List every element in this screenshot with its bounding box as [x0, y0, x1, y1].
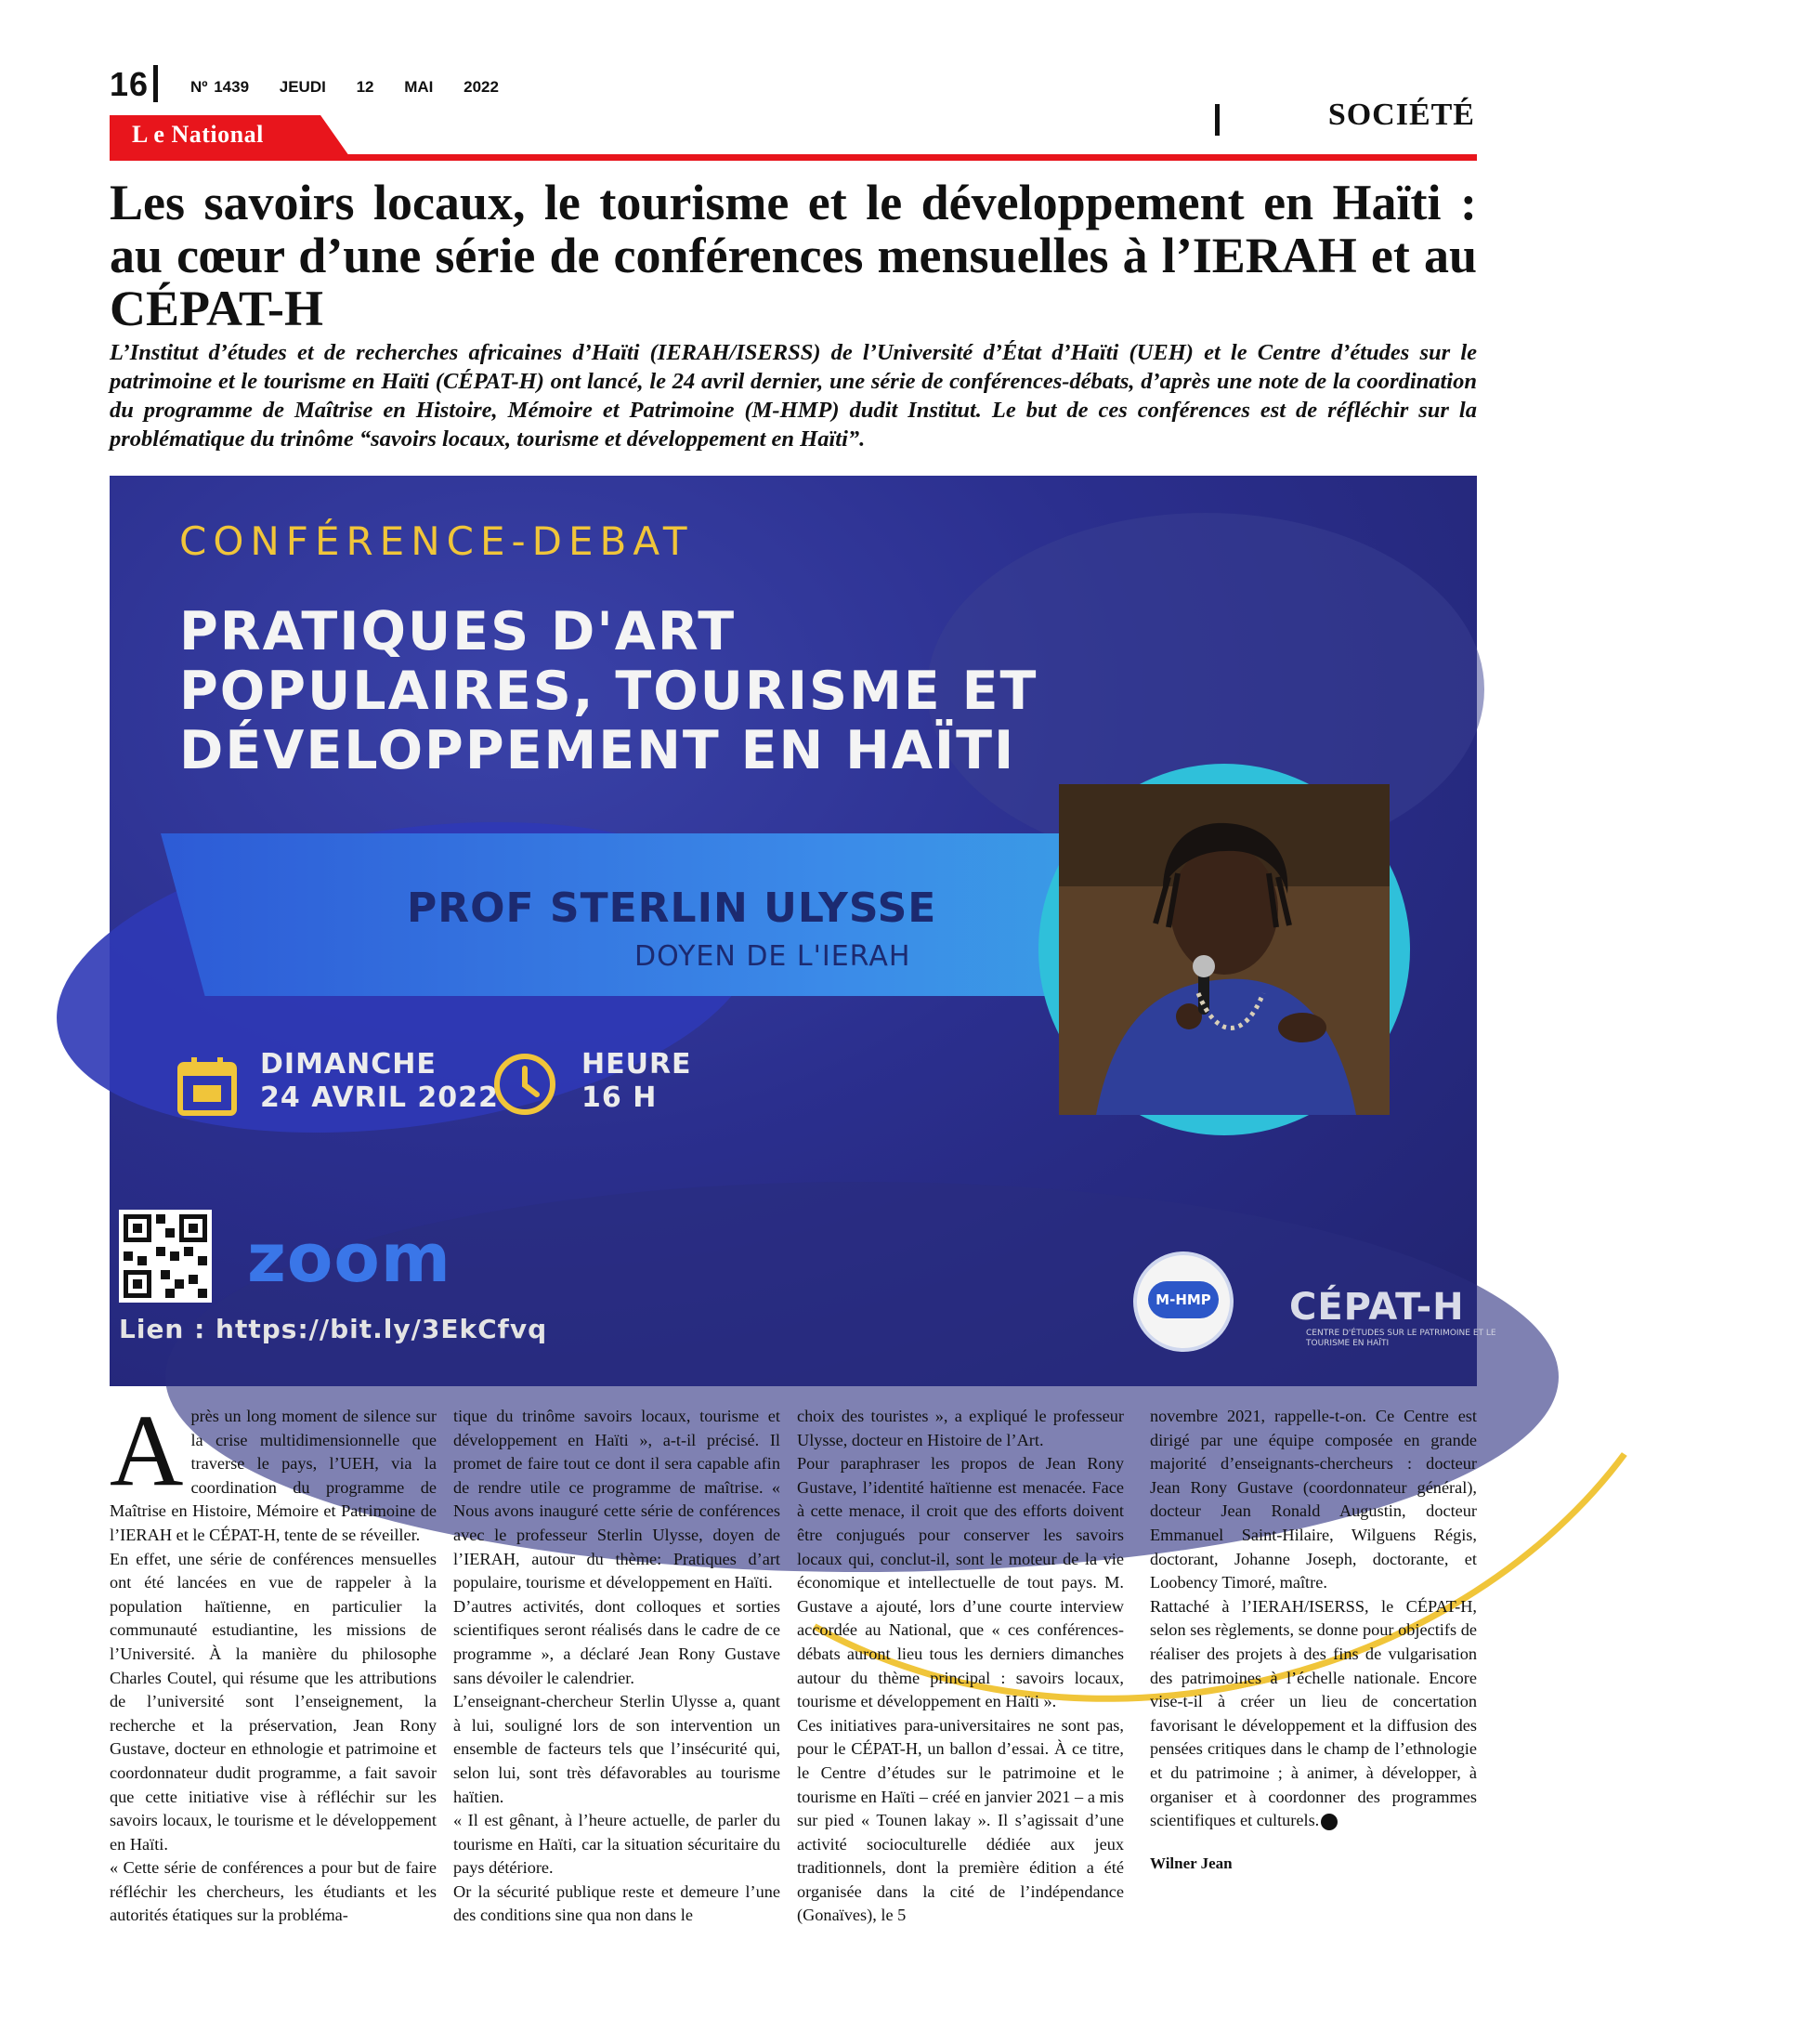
mhmp-logo — [1133, 1251, 1234, 1352]
qr-code-icon — [119, 1210, 212, 1303]
article-paragraph: Pour paraphraser les propos de Jean Rony Gustave, l’identité haïtienne est menacée. Face à cette menace, il croit que des efforts doivent être conjugués pour conserver les savoirs locaux qui, conclut-il, sont le moteur de la vie économique et intellectuelle de tout pays. M. Gustave a ajouté, lors d’une courte interview accordée au National, que « ces conférences-débats auront lieu tous les derniers dimanches autour du thème principal : savoirs locaux, tourisme et développement en Haïti ». — [797, 1454, 1124, 1711]
clock-icon — [490, 1050, 559, 1119]
article-paragraph-text: Rattaché à l’IERAH/ISERSS, le CÉPAT-H, selon ses règlements, se donne pour objectifs de réaliser des projets à des fins de vulgarisation des patrimoines à l’échelle nationale. Encore vise-t-il à créer un lieu de concertation favorisant le développement et la diffusion des pensées critiques dans le champ de l’ethnologie et du patrimoine ; à animer, à développer, à organiser et à coordonner des programmes scientifiques et culturels. — [1150, 1596, 1477, 1830]
issue-month: MAI — [404, 78, 434, 96]
article-paragraph: « Cette série de conférences a pour but de faire réfléchir les chercheurs, les étudiants et les autorités étatiques sur la probléma- — [110, 1858, 437, 1925]
speaker-role: DOYEN DE L'IERAH — [634, 940, 911, 973]
article-column-1 — [110, 1394, 437, 1928]
end-of-article-icon — [1321, 1814, 1338, 1830]
issue-year: 2022 — [464, 78, 499, 96]
poster-title-line: POPULAIRES, TOURISME ET — [179, 661, 1038, 722]
issue-weekday: JEUDI — [279, 78, 326, 96]
section-label: SOCIÉTÉ — [1327, 98, 1475, 132]
article-column-3 — [797, 1405, 1124, 1928]
article-paragraph: novembre 2021, rappelle-t-on. Ce Centre est dirigé par une équipe composée en grande majorité d’enseignants-chercheurs : docteur Jean Rony Gustave (coordonnateur général), docteur Jean Ronald Augustin, docteur Emmanuel Saint-Hilaire, Wilguens Régis, doctorant, Johanne Joseph, doctorante, et Loobency Timoré, maître. — [1150, 1407, 1477, 1592]
speaker-portrait — [1059, 784, 1390, 1115]
calendar-icon — [175, 1054, 240, 1119]
page-number: 16 — [110, 65, 150, 103]
mhmp-logo-text: M-HMP — [1148, 1281, 1219, 1318]
article-standfirst: L’Institut d’études et de recherches africaines d’Haïti (IERAH/ISERSS) de l’Université d’État d’Haïti (UEH) et le Centre d’études sur le patrimoine et le tourisme en Haïti (CÉPAT-H) ont lancé, le 24 avril dernier, une série de conférences-débats, d’après une note de la coordination du programme de Maîtrise en Histoire, Mémoire et Patrimoine (M-HMP) dudit Institut. Le but de ces conférences est de réfléchir sur la problématique du trinôme “savoirs locaux, tourisme et développement en Haïti”. — [110, 340, 1477, 452]
article-paragraph: tique du trinôme savoirs locaux, tourisme et développement en Haïti », a-t-il précisé. Il promet de faire tout ce dont il sera capable afin de rendre utile ce programme de maîtrise. « Nous avons inauguré cette série de conférences avec le professeur Sterlin Ulysse, doyen de l’IERAH, autour du thème: Pratiques d’art populaire, tourisme et développement en Haïti. — [453, 1407, 780, 1592]
article-paragraph: près un long moment de silence sur la crise multidimensionnelle que traverse le pays, l’UEH, via la coordination du programme de Maîtrise en Histoire, Mémoire et Patrimoine de l’IERAH et le CÉPAT-H, tente de se réveiller. — [110, 1407, 437, 1544]
poster-title — [179, 602, 1038, 780]
newspaper-name: L e National — [132, 121, 264, 148]
article-column-2 — [453, 1405, 780, 1928]
event-day — [260, 1048, 499, 1115]
issue-day: 12 — [356, 78, 374, 96]
article-paragraph: Or la sécurité publique reste et demeure l’une des conditions sine qua non dans le — [453, 1881, 780, 1925]
poster-tag: CONFÉRENCE-DEBAT — [179, 518, 694, 564]
event-day-label: DIMANCHE — [260, 1048, 437, 1081]
header-rule — [110, 154, 1477, 161]
page-number-divider — [153, 65, 158, 102]
poster-title-line: PRATIQUES D'ART — [179, 601, 737, 662]
drop-cap: A — [110, 1394, 184, 1507]
event-time-label: HEURE — [581, 1048, 692, 1081]
poster-title-line: DÉVELOPPEMENT EN HAÏTI — [179, 720, 1016, 781]
issue-info — [190, 78, 523, 97]
article-paragraph — [1150, 1595, 1477, 1833]
article-paragraph: « Il est gênant, à l’heure actuelle, de parler du tourisme en Haïti, car la situation sécuritaire du pays détériore. — [453, 1811, 780, 1878]
event-link[interactable]: Lien : https://bit.ly/3EkCfvq — [119, 1314, 548, 1344]
event-poster — [110, 476, 1496, 1386]
speaker-name: PROF STERLIN ULYSSE — [407, 884, 937, 932]
zoom-logo: zoom — [247, 1219, 451, 1297]
event-date: 24 AVRIL 2022 — [260, 1081, 499, 1114]
article-byline: Wilner Jean — [1150, 1854, 1233, 1872]
article-paragraph: D’autres activités, dont colloques et sorties scientifiques seront réalisés dans le cadre de ce programme », a déclaré Jean Rony Gustave sans dévoiler le calendrier. — [453, 1596, 780, 1687]
event-time-value: 16 H — [581, 1081, 658, 1114]
cepat-logo: CÉPAT-H — [1289, 1286, 1465, 1329]
article-paragraph: Ces initiatives para-universitaires ne sont pas, pour le CÉPAT-H, un ballon d’essai. À ce titre, le Centre d’études sur le patrimoine et le tourisme en Haïti – créé en janvier 2021 – a mis sur pied « Tounen lakay ». Il s’agissait d’une activité socioculturelle dédiée aux jeux traditionnels, dont la première édition a été organisée dans la cité de l’indépendance (Gonaïves), le 5 — [797, 1715, 1124, 1925]
event-time — [581, 1048, 692, 1115]
article-column-4 — [1150, 1405, 1477, 1875]
section-divider — [1215, 104, 1220, 136]
article-paragraph: En effet, une série de conférences mensuelles ont été lancées en vue de rappeler à la population haïtienne, en particulier la communauté estudiantine, les missions de l’Université. À la manière du philosophe Charles Coutel, qui résume que les attributions de l’université sont l’enseignement, la recherche et la préservation, Jean Rony Gustave, docteur en ethnologie et patrimoine et coordonnateur dudit programme, a fait savoir que cette initiative vise à réfléchir sur les savoirs locaux, le tourisme et le développement en Haïti. — [110, 1549, 437, 1854]
article-paragraph: choix des touristes », a expliqué le professeur Ulysse, docteur en Histoire de l’Art. — [797, 1407, 1124, 1449]
issue-number: Nº 1439 — [190, 78, 250, 96]
article-headline: Les savoirs locaux, le tourisme et le développement en Haïti : au cœur d’une série de conférences mensuelles à l’IERAH et au CÉPAT-H — [110, 175, 1477, 336]
cepat-logo-subtitle: CENTRE D'ÉTUDES SUR LE PATRIMOINE ET LE TOURISME EN HAÏTI — [1306, 1329, 1496, 1348]
article-paragraph: L’enseignant-chercheur Sterlin Ulysse a, quant à lui, souligné lors de son intervention un ensemble de facteurs tels que l’insécurité qui, selon lui, sont très défavorables au tourisme haïtien. — [453, 1692, 780, 1806]
